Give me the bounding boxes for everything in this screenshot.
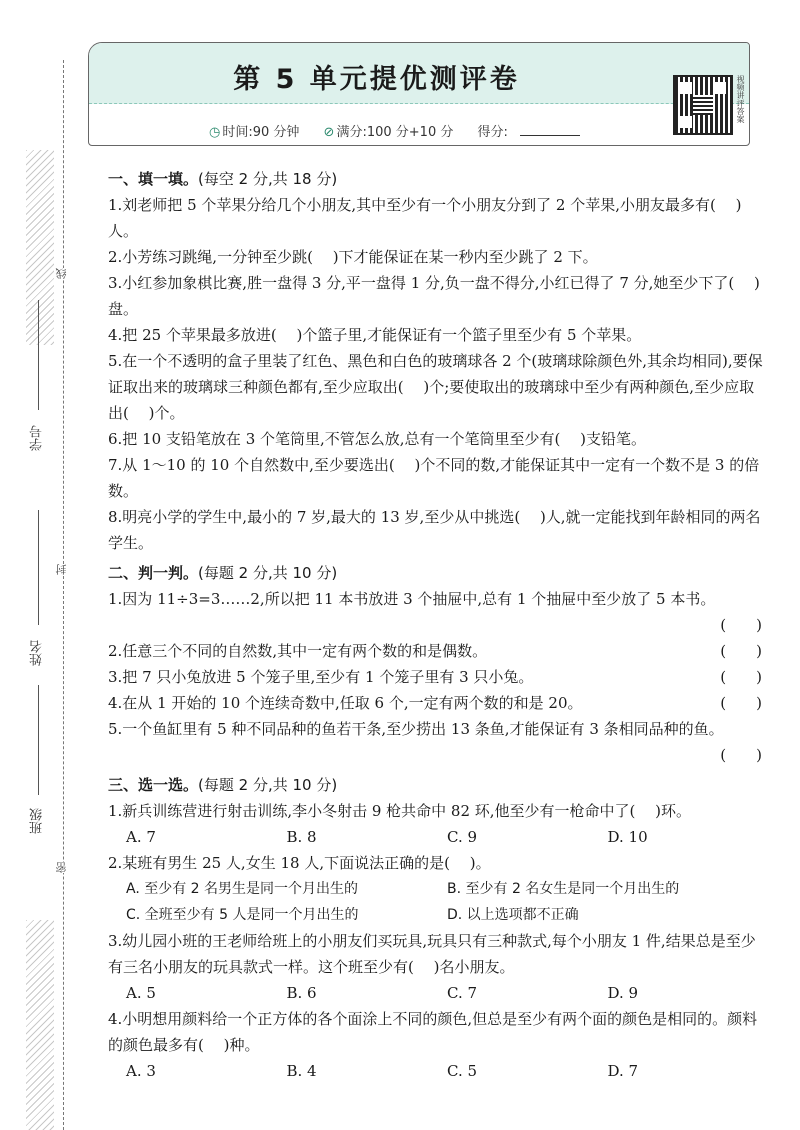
answer-paren[interactable]: ( ) (720, 616, 762, 634)
question: 7.从 1～10 的 10 个自然数中,至少要选出( )个不同的数,才能保证其中一定有一个数不是 3 的倍数。 (108, 456, 760, 500)
test-meta (209, 121, 600, 140)
binding-margin (0, 0, 90, 1130)
section-note: (每题 2 分,共 10 分) (198, 564, 338, 582)
question-row (108, 638, 768, 664)
question: 3.幼儿园小班的王老师给班上的小朋友们买玩具,玩具只有三种款式,每个小朋友 1 件,结果总是至少有三名小朋友的玩具款式一样。这个班至少有( )名小朋友。 (108, 932, 756, 976)
question: 3.把 7 只小兔放进 5 个笼子里,至少有 1 个笼子里有 3 只小兔。 (108, 668, 534, 686)
question: 2.任意三个不同的自然数,其中一定有两个数的和是偶数。 (108, 642, 488, 660)
option-a[interactable]: A. 3 (126, 1062, 156, 1080)
cut-word-secret: 密 (55, 862, 68, 873)
option-row (108, 876, 768, 902)
section-note: (每空 2 分,共 18 分) (198, 170, 338, 188)
section-fill-title (108, 166, 768, 192)
question: 3.小红参加象棋比赛,胜一盘得 3 分,平一盘得 1 分,负一盘不得分,小红已得了 7 分,她至少下了( )盘。 (108, 274, 760, 318)
class-label: 班级 (30, 808, 45, 834)
option-c[interactable]: C. 9 (447, 828, 478, 846)
score-label: 得分: (477, 125, 508, 140)
question: 2.小芳练习跳绳,一分钟至少跳( )下才能保证在某一秒内至少跳了 2 下。 (108, 248, 598, 266)
answer-paren[interactable]: ( ) (720, 746, 762, 764)
section-note: (每题 2 分,共 10 分) (198, 776, 338, 794)
name-blank (38, 510, 39, 625)
option-a[interactable]: A. 5 (126, 984, 156, 1002)
section-heading: 一、填一填。 (108, 170, 199, 188)
option-row (108, 824, 768, 850)
question-row (108, 664, 768, 690)
qr-caption: 视频讲评答案 (736, 75, 745, 123)
hatch-decoration-bottom (26, 920, 54, 1130)
question-row (108, 690, 768, 716)
question: 5.一个鱼缸里有 5 种不同品种的鱼若干条,至少捞出 13 条鱼,才能保证有 3 条相同品种的鱼。 (108, 720, 724, 738)
score-field[interactable] (478, 125, 590, 140)
cut-word-line: 线 (55, 268, 68, 279)
question: 1.新兵训练营进行射击训练,李小冬射击 9 枪共命中 82 环,他至少有一枪命中了( )环。 (108, 802, 692, 820)
option-b[interactable]: B. 4 (286, 1062, 317, 1080)
option-b[interactable]: B. 至少有 2 名女生是同一个月出生的 (447, 881, 680, 897)
test-header (88, 42, 750, 146)
option-c[interactable]: C. 全班至少有 5 人是同一个月出生的 (126, 907, 359, 923)
section-choice-title (108, 772, 768, 798)
question: 1.因为 11÷3=3……2,所以把 11 本书放进 3 个抽屉中,总有 1 个抽屉中至少放了 5 本书。 (108, 590, 716, 608)
question: 4.把 25 个苹果最多放进( )个篮子里,才能保证有一个篮子里至少有 5 个苹果。 (108, 326, 642, 344)
time-text: 时间:90 分钟 (222, 125, 300, 140)
question: 2.某班有男生 25 人,女生 18 人,下面说法正确的是( )。 (108, 854, 491, 872)
section-heading: 二、判一判。 (108, 564, 199, 582)
qr-code-icon[interactable] (673, 75, 733, 135)
question: 8.明亮小学的学生中,最小的 7 岁,最大的 13 岁,至少从中挑选( )人,就一定能找到年龄相同的两名学生。 (108, 508, 761, 552)
option-b[interactable]: B. 8 (286, 828, 317, 846)
question: 1.刘老师把 5 个苹果分给几个小朋友,其中至少有一个小朋友分到了 2 个苹果,小朋友最多有( )人。 (108, 196, 742, 240)
question: 4.小明想用颜料给一个正方体的各个面涂上不同的颜色,但总是至少有两个面的颜色是相同的。颜料的颜色最多有( )种。 (108, 1010, 758, 1054)
clock-icon: ◷ (209, 125, 221, 140)
option-b[interactable]: B. 6 (286, 984, 317, 1002)
option-row (108, 902, 768, 928)
option-d[interactable]: D. 10 (607, 828, 648, 846)
answer-paren[interactable]: ( ) (720, 668, 762, 686)
cut-line (63, 60, 64, 1130)
question: 6.把 10 支铅笔放在 3 个笔筒里,不管怎么放,总有一个笔筒里至少有( )支铅笔。 (108, 430, 647, 448)
option-row (108, 980, 768, 1006)
name-label: 姓名 (30, 640, 45, 666)
question: 5.在一个不透明的盒子里装了红色、黑色和白色的玻璃球各 2 个(玻璃球除颜色外,其余均相同),要保证取出来的玻璃球三种颜色都有,至少应取出( )个;要使取出的玻璃球中至少有两种颜色,至少应取出( )个。 (108, 352, 763, 422)
option-row (108, 1058, 768, 1084)
student-id-blank (38, 300, 39, 410)
answer-paren[interactable]: ( ) (720, 642, 762, 660)
test-content (108, 162, 768, 1084)
page-title: 第 5 单元提优测评卷 (233, 64, 520, 95)
question: 4.在从 1 开始的 10 个连续奇数中,任取 6 个,一定有两个数的和是 20。 (108, 694, 583, 712)
answer-paren[interactable]: ( ) (720, 694, 762, 712)
option-c[interactable]: C. 7 (447, 984, 478, 1002)
student-id-label: 学号 (30, 425, 45, 451)
score-blank[interactable] (520, 135, 580, 136)
class-blank (38, 685, 39, 795)
check-circle-icon: ⊘ (323, 125, 335, 140)
time-info (209, 125, 309, 140)
option-a[interactable]: A. 7 (126, 828, 156, 846)
cut-word-seal: 封 (55, 564, 68, 575)
section-heading: 三、选一选。 (108, 776, 199, 794)
option-d[interactable]: D. 7 (607, 1062, 639, 1080)
option-c[interactable]: C. 5 (447, 1062, 478, 1080)
option-d[interactable]: D. 9 (607, 984, 639, 1002)
option-d[interactable]: D. 以上选项都不正确 (447, 907, 579, 923)
option-a[interactable]: A. 至少有 2 名男生是同一个月出生的 (126, 881, 359, 897)
full-score-text: 满分:100 分+10 分 (336, 125, 454, 140)
score-info (324, 125, 464, 140)
section-judge-title (108, 560, 768, 586)
hatch-decoration-top (26, 150, 54, 345)
